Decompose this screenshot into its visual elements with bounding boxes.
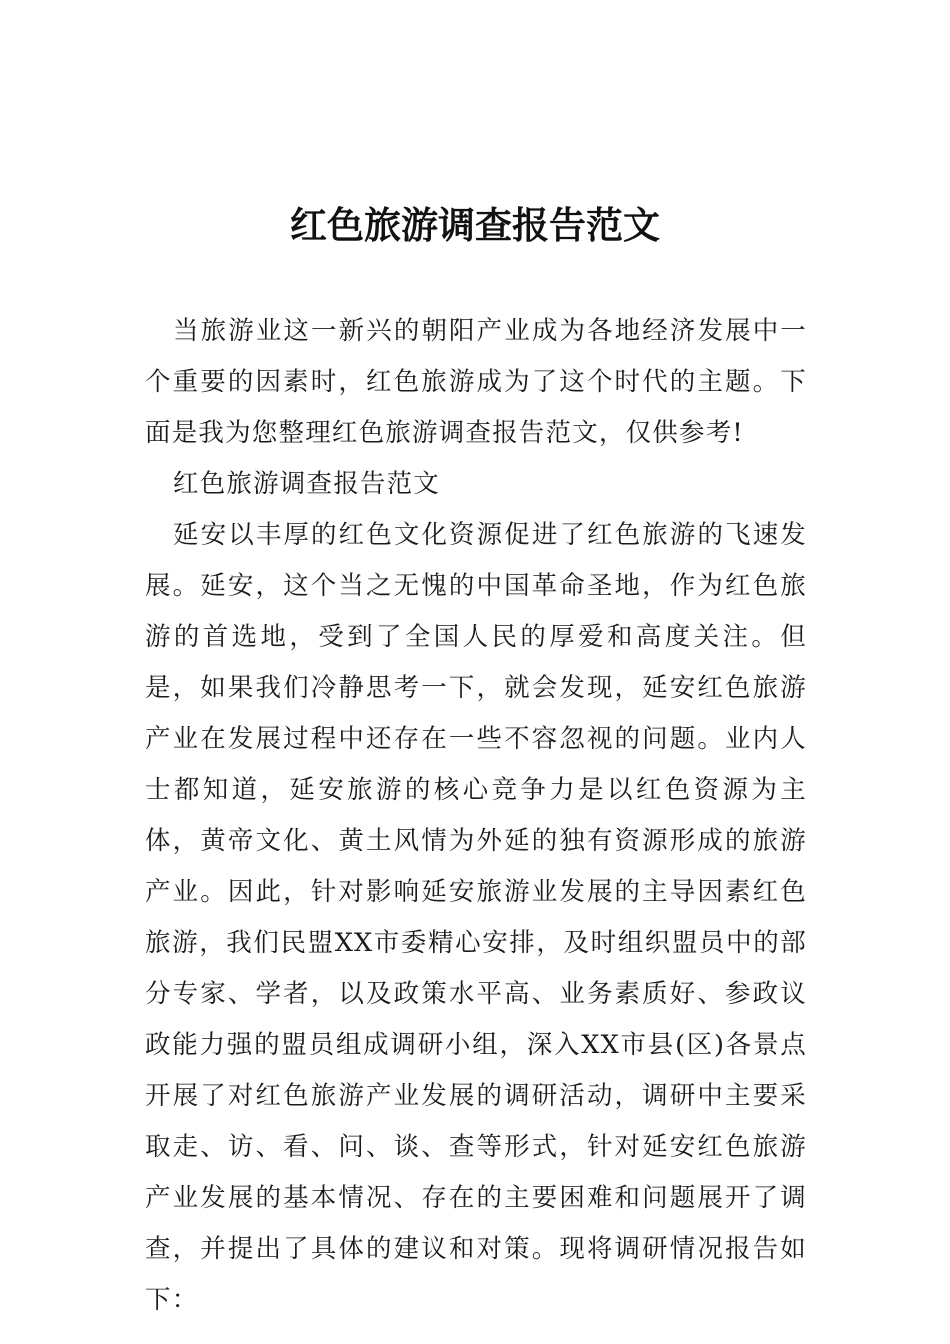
document-title: 红色旅游调查报告范文 bbox=[290, 202, 660, 247]
main-paragraph: 延安以丰厚的红色文化资源促进了红色旅游的飞速发展。延安，这个当之无愧的中国革命圣地，作为红色旅游的首选地，受到了全国人民的厚爱和高度关注。但是，如果我们冷静思考一下，就会发现，延安红色旅游产业在发展过程中还存在一些不容忽视的问题。业内人士都知道，延安旅游的核心竞争力是以红色资源为主体，黄帝文化、黄土风情为外延的独有资源形成的旅游产业。因此，针对影响延安旅游业发展的主导因素红色旅游，我们民盟XX市委精心安排，及时组织盟员中的部分专家、学者，以及政策水平高、业务素质好、参政议政能力强的盟员组成调研小组，深入XX市县(区)各景点开展了对红色旅游产业发展的调研活动，调研中主要采取走、访、看、问、谈、查等形式，针对延安红色旅游产业发展的基本情况、存在的主要困难和问题展开了调查，并提出了具体的建议和对策。现将调研情况报告如下： bbox=[145, 520, 807, 1315]
document-body bbox=[145, 306, 807, 1326]
intro-paragraph: 当旅游业这一新兴的朝阳产业成为各地经济发展中一个重要的因素时，红色旅游成为了这个时代的主题。下面是我为您整理红色旅游调查报告范文，仅供参考! bbox=[145, 316, 807, 448]
section-heading: 红色旅游调查报告范文 bbox=[173, 469, 441, 499]
